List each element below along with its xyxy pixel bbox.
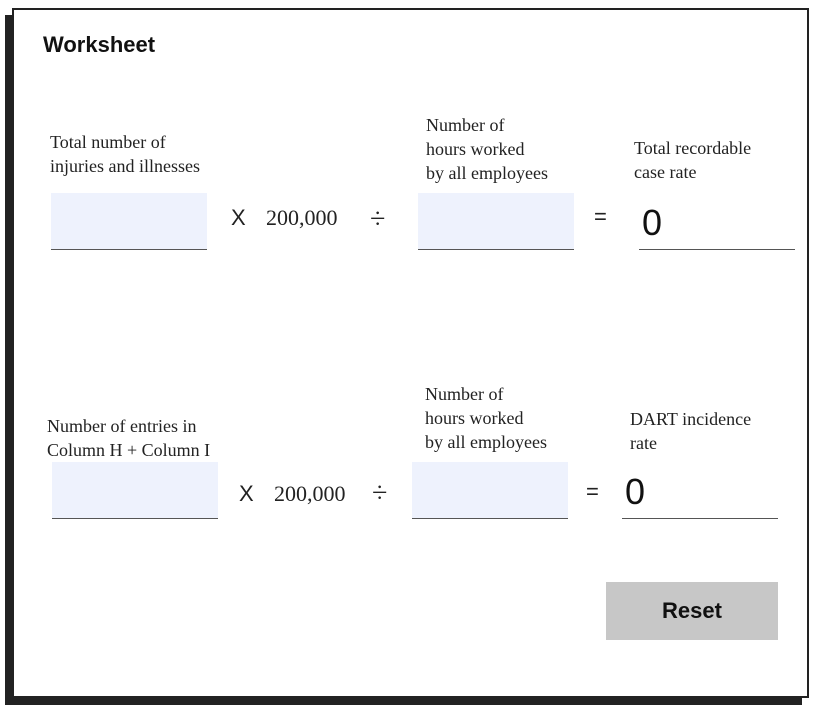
dart-rate-label: DART incidence rate <box>630 409 752 453</box>
entries-columns-label: Number of entries in Column H + Column I <box>47 416 211 460</box>
total-injuries-input[interactable] <box>51 193 207 250</box>
total-recordable-label: Total recordable case rate <box>634 138 752 182</box>
divide-sign-2: ÷ <box>372 478 388 509</box>
equals-sign-2: = <box>586 479 599 504</box>
multiply-sign: X <box>231 205 246 230</box>
reset-button[interactable]: Reset <box>606 582 778 640</box>
hours-worked-label: Number of hours worked by all employees <box>426 115 548 183</box>
total-injuries-label: Total number of injuries and illnesses <box>50 132 200 176</box>
total-recordable-rate-result: 0 <box>639 203 795 250</box>
multiply-sign-2: X <box>239 481 254 506</box>
multiplier-value: 200,000 <box>266 205 338 230</box>
equals-sign: = <box>594 204 607 229</box>
entries-columns-input[interactable] <box>52 462 218 519</box>
worksheet-title: Worksheet <box>43 32 156 57</box>
divide-sign: ÷ <box>370 204 386 235</box>
dart-incidence-rate-result: 0 <box>622 472 778 519</box>
hours-worked-label-2: Number of hours worked by all employees <box>425 384 547 452</box>
hours-worked-input-2[interactable] <box>412 462 568 519</box>
hours-worked-input[interactable] <box>418 193 574 250</box>
multiplier-value-2: 200,000 <box>274 481 346 506</box>
